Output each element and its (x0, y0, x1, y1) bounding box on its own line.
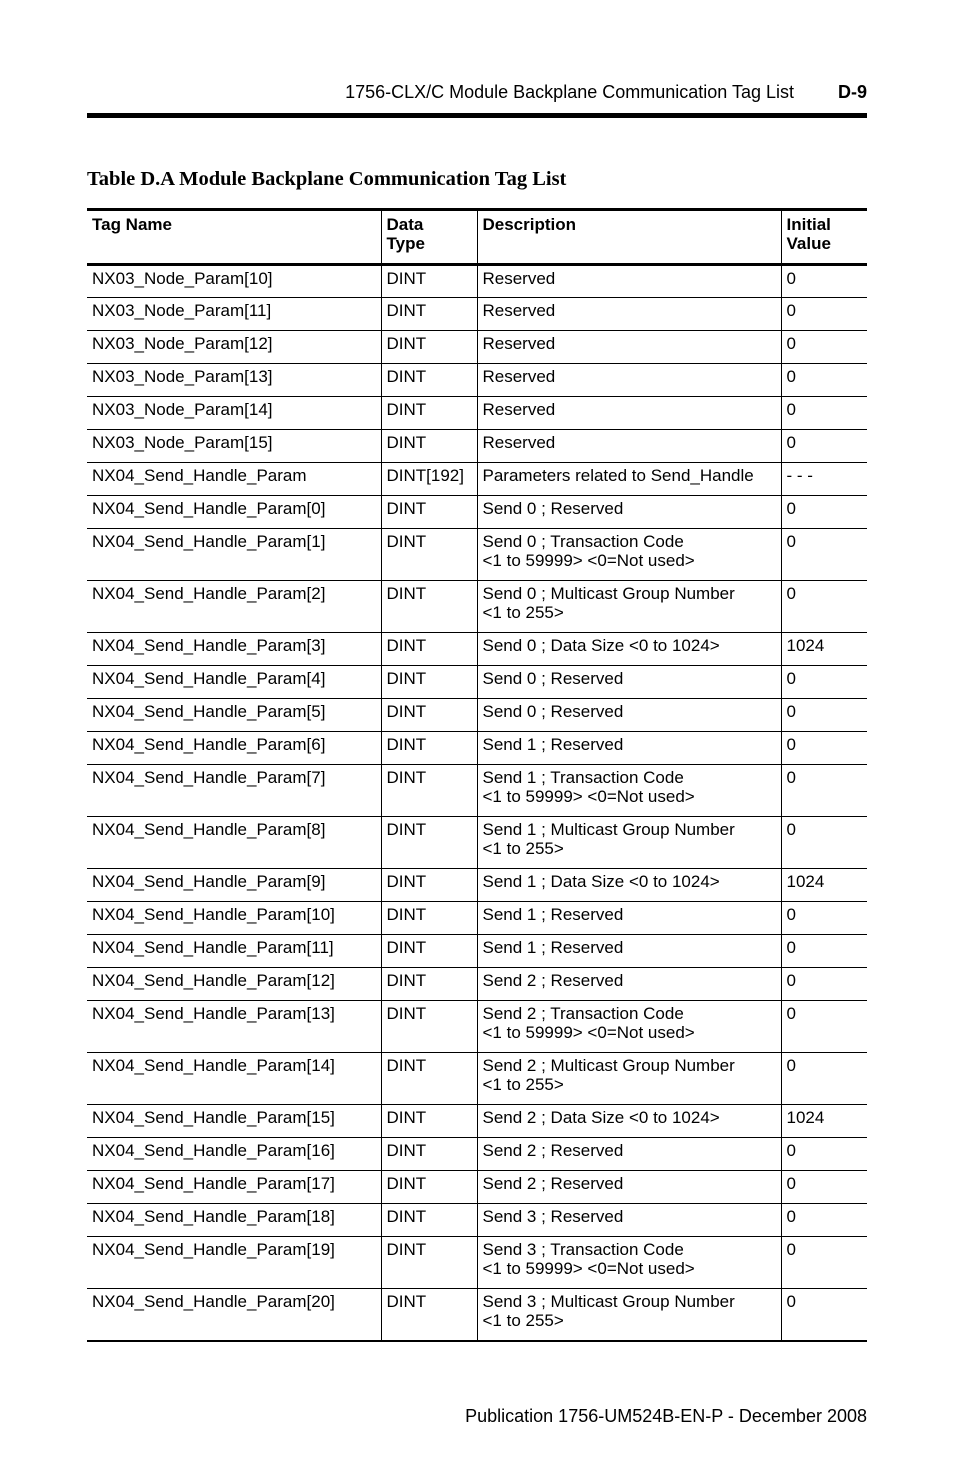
description-cell (477, 265, 781, 298)
description-cell (477, 581, 781, 633)
description-line: Reserved (482, 301, 556, 320)
data-type-cell: DINT (381, 902, 477, 935)
initial-value-cell: 0 (781, 765, 867, 817)
tag-name-cell: NX04_Send_Handle_Param[18] (87, 1204, 381, 1237)
description-line: <1 to 59999> <0=Not used> (482, 1259, 695, 1278)
data-type-cell: DINT (381, 732, 477, 765)
table-row (87, 581, 867, 633)
initial-value-cell: 0 (781, 529, 867, 581)
tag-name-cell: NX04_Send_Handle_Param[4] (87, 666, 381, 699)
initial-value-cell: 0 (781, 1237, 867, 1289)
description-cell (477, 496, 781, 529)
description-line: Send 2 ; Multicast Group Number (482, 1056, 735, 1075)
description-line: <1 to 255> (482, 1311, 564, 1330)
table-row (87, 331, 867, 364)
description-line: <1 to 59999> <0=Not used> (482, 551, 695, 570)
initial-value-cell: 0 (781, 1001, 867, 1053)
table-row (87, 430, 867, 463)
column-header-description: Description (477, 210, 781, 265)
running-title: 1756-CLX/C Module Backplane Communication Tag List (345, 82, 794, 102)
tag-name-cell: NX04_Send_Handle_Param[6] (87, 732, 381, 765)
data-type-cell: DINT (381, 633, 477, 666)
table-row (87, 968, 867, 1001)
description-cell (477, 1237, 781, 1289)
tag-name-cell: NX04_Send_Handle_Param[17] (87, 1171, 381, 1204)
table-row (87, 699, 867, 732)
description-cell (477, 1001, 781, 1053)
initial-value-cell: 0 (781, 364, 867, 397)
description-line: Reserved (482, 433, 556, 452)
tag-name-cell: NX04_Send_Handle_Param[1] (87, 529, 381, 581)
data-type-cell: DINT (381, 430, 477, 463)
description-line: Send 2 ; Reserved (482, 971, 624, 990)
table-row (87, 1138, 867, 1171)
data-type-cell: DINT[192] (381, 463, 477, 496)
data-type-cell: DINT (381, 331, 477, 364)
data-type-cell: DINT (381, 265, 477, 298)
data-type-cell: DINT (381, 869, 477, 902)
description-cell (477, 364, 781, 397)
tag-name-cell: NX04_Send_Handle_Param[12] (87, 968, 381, 1001)
tag-name-cell: NX03_Node_Param[10] (87, 265, 381, 298)
data-type-cell: DINT (381, 1053, 477, 1105)
tag-name-cell: NX04_Send_Handle_Param[15] (87, 1105, 381, 1138)
tag-name-cell: NX04_Send_Handle_Param[7] (87, 765, 381, 817)
initial-value-cell: 0 (781, 496, 867, 529)
description-cell (477, 331, 781, 364)
description-cell (477, 397, 781, 430)
description-line: Send 3 ; Reserved (482, 1207, 624, 1226)
column-header-initial-value: Initial Value (781, 210, 867, 265)
description-line: Send 0 ; Multicast Group Number (482, 584, 735, 603)
tag-name-cell: NX04_Send_Handle_Param[13] (87, 1001, 381, 1053)
description-line: Send 1 ; Reserved (482, 735, 624, 754)
description-cell (477, 869, 781, 902)
description-cell (477, 529, 781, 581)
description-line: Send 2 ; Reserved (482, 1174, 624, 1193)
table-row (87, 463, 867, 496)
table-row (87, 633, 867, 666)
description-cell (477, 1171, 781, 1204)
description-cell (477, 765, 781, 817)
initial-value-cell: 0 (781, 397, 867, 430)
tag-name-cell: NX04_Send_Handle_Param[8] (87, 817, 381, 869)
initial-value-cell: 0 (781, 1289, 867, 1341)
description-cell (477, 1138, 781, 1171)
column-header-tag-name: Tag Name (87, 210, 381, 265)
initial-value-cell: 0 (781, 1138, 867, 1171)
table-row (87, 529, 867, 581)
initial-value-cell: 1024 (781, 1105, 867, 1138)
tag-name-cell: NX04_Send_Handle_Param[11] (87, 935, 381, 968)
table-caption: Table D.A Module Backplane Communication Tag List (87, 168, 567, 190)
publication-footer: Publication 1756-UM524B-EN-P - December 2008 (465, 1406, 867, 1426)
tag-name-cell: NX04_Send_Handle_Param[20] (87, 1289, 381, 1341)
table-row (87, 1105, 867, 1138)
description-line: <1 to 59999> <0=Not used> (482, 1023, 695, 1042)
description-cell (477, 1289, 781, 1341)
tag-name-cell: NX04_Send_Handle_Param[3] (87, 633, 381, 666)
initial-value-cell: 0 (781, 1053, 867, 1105)
description-cell (477, 666, 781, 699)
data-type-cell: DINT (381, 817, 477, 869)
tag-name-cell: NX04_Send_Handle_Param[16] (87, 1138, 381, 1171)
description-line: Send 1 ; Multicast Group Number (482, 820, 735, 839)
data-type-cell: DINT (381, 298, 477, 331)
description-line: Send 0 ; Reserved (482, 669, 624, 688)
description-line: <1 to 59999> <0=Not used> (482, 787, 695, 806)
table-row (87, 1289, 867, 1341)
description-line: Send 2 ; Transaction Code (482, 1004, 684, 1023)
data-type-cell: DINT (381, 397, 477, 430)
page-header (87, 80, 867, 106)
description-cell (477, 968, 781, 1001)
description-line: Send 3 ; Transaction Code (482, 1240, 684, 1259)
description-line: Parameters related to Send_Handle (482, 466, 754, 485)
page-number: D-9 (837, 82, 867, 102)
initial-value-cell: 0 (781, 298, 867, 331)
tag-name-cell: NX04_Send_Handle_Param[10] (87, 902, 381, 935)
table-row (87, 765, 867, 817)
initial-value-cell: 1024 (781, 633, 867, 666)
table-row (87, 817, 867, 869)
description-line: Reserved (482, 269, 556, 288)
table-row (87, 265, 867, 298)
description-line: Send 0 ; Reserved (482, 499, 624, 518)
initial-value-cell: 0 (781, 265, 867, 298)
description-line: Reserved (482, 334, 556, 353)
tag-name-cell: NX04_Send_Handle_Param[14] (87, 1053, 381, 1105)
description-cell (477, 817, 781, 869)
data-type-cell: DINT (381, 529, 477, 581)
initial-value-cell: 0 (781, 1171, 867, 1204)
description-line: Reserved (482, 400, 556, 419)
table-row (87, 496, 867, 529)
initial-value-cell: 0 (781, 666, 867, 699)
data-type-cell: DINT (381, 968, 477, 1001)
initial-value-cell: 0 (781, 935, 867, 968)
initial-value-cell: 0 (781, 817, 867, 869)
data-type-cell: DINT (381, 765, 477, 817)
description-cell (477, 732, 781, 765)
description-line: Send 0 ; Data Size <0 to 1024> (482, 636, 720, 655)
table-row (87, 732, 867, 765)
description-line: <1 to 255> (482, 839, 564, 858)
data-type-cell: DINT (381, 1105, 477, 1138)
table-row (87, 935, 867, 968)
initial-value-cell: 0 (781, 968, 867, 1001)
description-line: Send 0 ; Reserved (482, 702, 624, 721)
data-type-cell: DINT (381, 699, 477, 732)
table-body (87, 265, 867, 1341)
table-row (87, 902, 867, 935)
data-type-cell: DINT (381, 1001, 477, 1053)
description-line: Send 0 ; Transaction Code (482, 532, 684, 551)
description-cell (477, 902, 781, 935)
tag-name-cell: NX04_Send_Handle_Param[5] (87, 699, 381, 732)
description-cell (477, 430, 781, 463)
description-line: Send 2 ; Data Size <0 to 1024> (482, 1108, 720, 1127)
data-type-cell: DINT (381, 1138, 477, 1171)
data-type-cell: DINT (381, 666, 477, 699)
data-type-cell: DINT (381, 364, 477, 397)
header-rule (87, 113, 867, 118)
table-row (87, 364, 867, 397)
description-line: Send 1 ; Reserved (482, 905, 624, 924)
tag-name-cell: NX03_Node_Param[11] (87, 298, 381, 331)
description-cell (477, 1105, 781, 1138)
description-line: Send 1 ; Transaction Code (482, 768, 684, 787)
tag-name-cell: NX04_Send_Handle_Param[19] (87, 1237, 381, 1289)
table-row (87, 1171, 867, 1204)
data-type-cell: DINT (381, 1204, 477, 1237)
tag-name-cell: NX04_Send_Handle_Param[0] (87, 496, 381, 529)
description-line: Send 2 ; Reserved (482, 1141, 624, 1160)
description-cell (477, 463, 781, 496)
description-line: Send 3 ; Multicast Group Number (482, 1292, 735, 1311)
initial-value-cell: - - - (781, 463, 867, 496)
initial-value-cell: 1024 (781, 869, 867, 902)
initial-value-cell: 0 (781, 732, 867, 765)
description-cell (477, 298, 781, 331)
description-cell (477, 699, 781, 732)
data-type-cell: DINT (381, 1237, 477, 1289)
description-line: Send 1 ; Reserved (482, 938, 624, 957)
table-row (87, 298, 867, 331)
data-type-cell: DINT (381, 935, 477, 968)
initial-value-cell: 0 (781, 699, 867, 732)
table-row (87, 1237, 867, 1289)
initial-value-cell: 0 (781, 430, 867, 463)
tag-name-cell: NX03_Node_Param[13] (87, 364, 381, 397)
initial-value-cell: 0 (781, 1204, 867, 1237)
tag-name-cell: NX03_Node_Param[15] (87, 430, 381, 463)
data-type-cell: DINT (381, 1289, 477, 1341)
tag-list-table (87, 208, 867, 1342)
description-line: <1 to 255> (482, 1075, 564, 1094)
data-type-cell: DINT (381, 1171, 477, 1204)
table-row (87, 1204, 867, 1237)
initial-value-cell: 0 (781, 331, 867, 364)
initial-value-cell: 0 (781, 902, 867, 935)
tag-name-cell: NX04_Send_Handle_Param (87, 463, 381, 496)
table-row (87, 1001, 867, 1053)
column-header-data-type: Data Type (381, 210, 477, 265)
description-cell (477, 1053, 781, 1105)
description-cell (477, 633, 781, 666)
table-row (87, 869, 867, 902)
description-line: <1 to 255> (482, 603, 564, 622)
data-type-cell: DINT (381, 496, 477, 529)
initial-value-cell: 0 (781, 581, 867, 633)
description-cell (477, 1204, 781, 1237)
description-cell (477, 935, 781, 968)
table-header-row (87, 210, 867, 265)
tag-name-cell: NX03_Node_Param[12] (87, 331, 381, 364)
tag-name-cell: NX04_Send_Handle_Param[2] (87, 581, 381, 633)
data-type-cell: DINT (381, 581, 477, 633)
tag-name-cell: NX03_Node_Param[14] (87, 397, 381, 430)
tag-name-cell: NX04_Send_Handle_Param[9] (87, 869, 381, 902)
description-line: Reserved (482, 367, 556, 386)
description-line: Send 1 ; Data Size <0 to 1024> (482, 872, 720, 891)
table-row (87, 1053, 867, 1105)
table-row (87, 666, 867, 699)
table-row (87, 397, 867, 430)
